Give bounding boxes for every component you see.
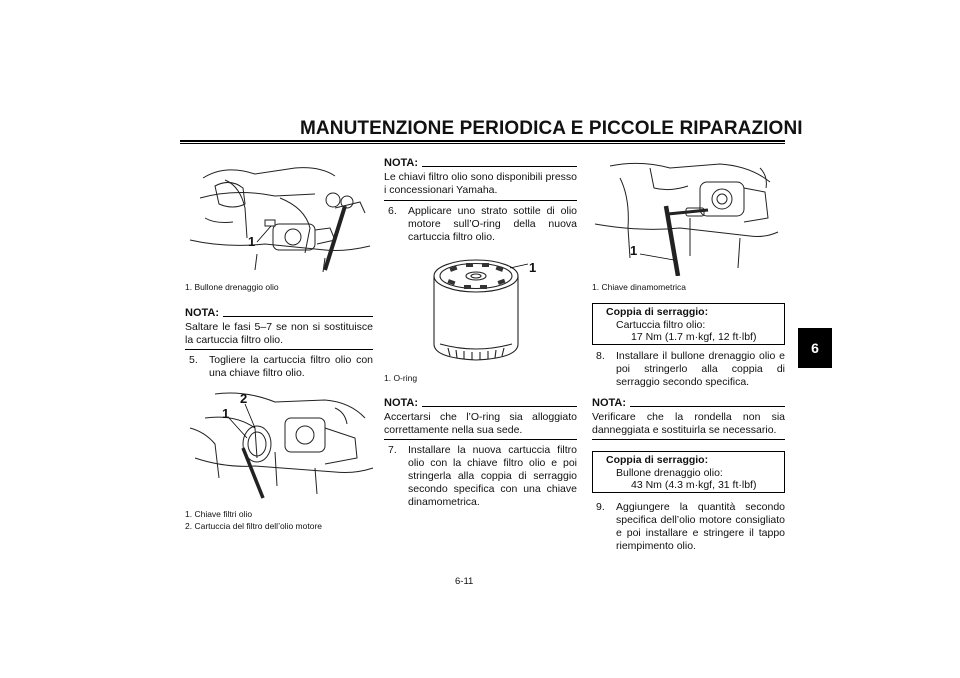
step-number: 9. — [596, 501, 605, 513]
engine-drain-bolt-illustration — [185, 158, 375, 276]
nota-end-rule — [384, 439, 577, 440]
nota-heading — [384, 157, 577, 169]
step-number: 5. — [189, 354, 198, 366]
step-text: Aggiungere la quantità secondo specifica dell’olio motore consigliato e poi installare e stringere il tappo riempimento olio. — [616, 501, 785, 552]
step-7 — [388, 444, 577, 509]
figure-callout-2: 2 — [240, 391, 248, 406]
nota-label: NOTA: — [592, 397, 627, 409]
nota-heading — [185, 307, 373, 319]
figure-oil-filter — [420, 252, 540, 368]
step-number: 8. — [596, 350, 605, 362]
torque-spec-box — [592, 451, 785, 493]
nota-label: NOTA: — [384, 397, 419, 409]
nota-heading — [384, 397, 577, 409]
nota-end-rule — [384, 200, 577, 201]
header-rule-thin — [180, 143, 785, 144]
figure-callout-1: 1 — [248, 234, 256, 249]
step-6 — [388, 205, 577, 244]
step-text: Togliere la cartuccia filtro olio con una chiave filtro olio. — [209, 354, 373, 379]
callout-leader — [640, 254, 674, 260]
nota-heading — [592, 397, 785, 409]
figure-callout-1: 1 — [630, 243, 638, 258]
nota-label: NOTA: — [185, 307, 220, 319]
nota-end-rule — [592, 439, 785, 440]
figure-caption: 1. O-ring — [384, 373, 418, 383]
torque-item: Bullone drenaggio olio: — [616, 466, 723, 479]
nota-end-rule — [185, 349, 373, 350]
header-rule — [180, 140, 785, 142]
step-text: Applicare uno strato sottile di olio motore sull’O-ring della nuova cartuccia filtro olio. — [408, 205, 577, 243]
filter-wrench-illustration — [185, 388, 375, 506]
figure-filter-wrench — [185, 388, 375, 506]
torque-item: Cartuccia filtro olio: — [616, 318, 706, 331]
chapter-tab: 6 — [798, 328, 832, 368]
torque-value: 17 Nm (1.7 m·kgf, 12 ft·lbf) — [631, 331, 757, 343]
nota-text: Le chiavi filtro olio sono disponibili presso i concessionari Yamaha. — [384, 171, 577, 196]
torque-heading: Coppia di serraggio: — [606, 306, 709, 318]
step-5 — [189, 354, 373, 380]
step-text: Installare la nuova cartuccia filtro olio con la chiave filtro olio e poi stringerla alla coppia di serraggio secondo specifica con una chiave dinamometrica. — [408, 444, 577, 508]
torque-wrench-illustration — [590, 158, 780, 276]
figure-caption: 2. Cartuccia del filtro dell’olio motore — [185, 521, 323, 531]
nota-text: Verificare che la rondella non sia danneggiata e sostituirla se necessario. — [592, 411, 785, 436]
figure-drain-bolt — [185, 158, 375, 276]
torque-value: 43 Nm (4.3 m·kgf, 31 ft·lbf) — [631, 479, 757, 491]
callout-leader — [257, 226, 271, 242]
callout-leader — [510, 264, 528, 268]
figure-caption: 1. Chiave dinamometrica — [592, 282, 687, 292]
callout-leader-1 — [229, 418, 247, 438]
figure-caption: 1. Chiave filtri olio — [185, 509, 253, 519]
nota-text: Accertarsi che l’O-ring sia alloggiato correttamente nella sua sede. — [384, 411, 577, 436]
torque-spec-box — [592, 303, 785, 345]
page-number: 6-11 — [455, 576, 474, 587]
figure-callout-1: 1 — [529, 260, 537, 275]
figure-caption: 1. Bullone drenaggio olio — [185, 282, 279, 292]
step-text: Installare il bullone drenaggio olio e poi stringerlo alla coppia di serraggio secondo specifica. — [616, 350, 785, 388]
nota-label: NOTA: — [384, 157, 419, 169]
nota-text: Saltare le fasi 5–7 se non si sostituisce la cartuccia filtro olio. — [185, 321, 373, 346]
page-title: MANUTENZIONE PERIODICA E PICCOLE RIPARAZIONI — [300, 118, 803, 139]
torque-heading: Coppia di serraggio: — [606, 454, 709, 466]
step-8 — [596, 350, 785, 389]
step-9 — [596, 501, 785, 553]
figure-torque-wrench — [590, 158, 780, 276]
oil-filter-cartridge-illustration — [420, 252, 540, 368]
step-number: 7. — [388, 444, 397, 456]
figure-callout-1: 1 — [222, 406, 230, 421]
step-number: 6. — [388, 205, 397, 217]
